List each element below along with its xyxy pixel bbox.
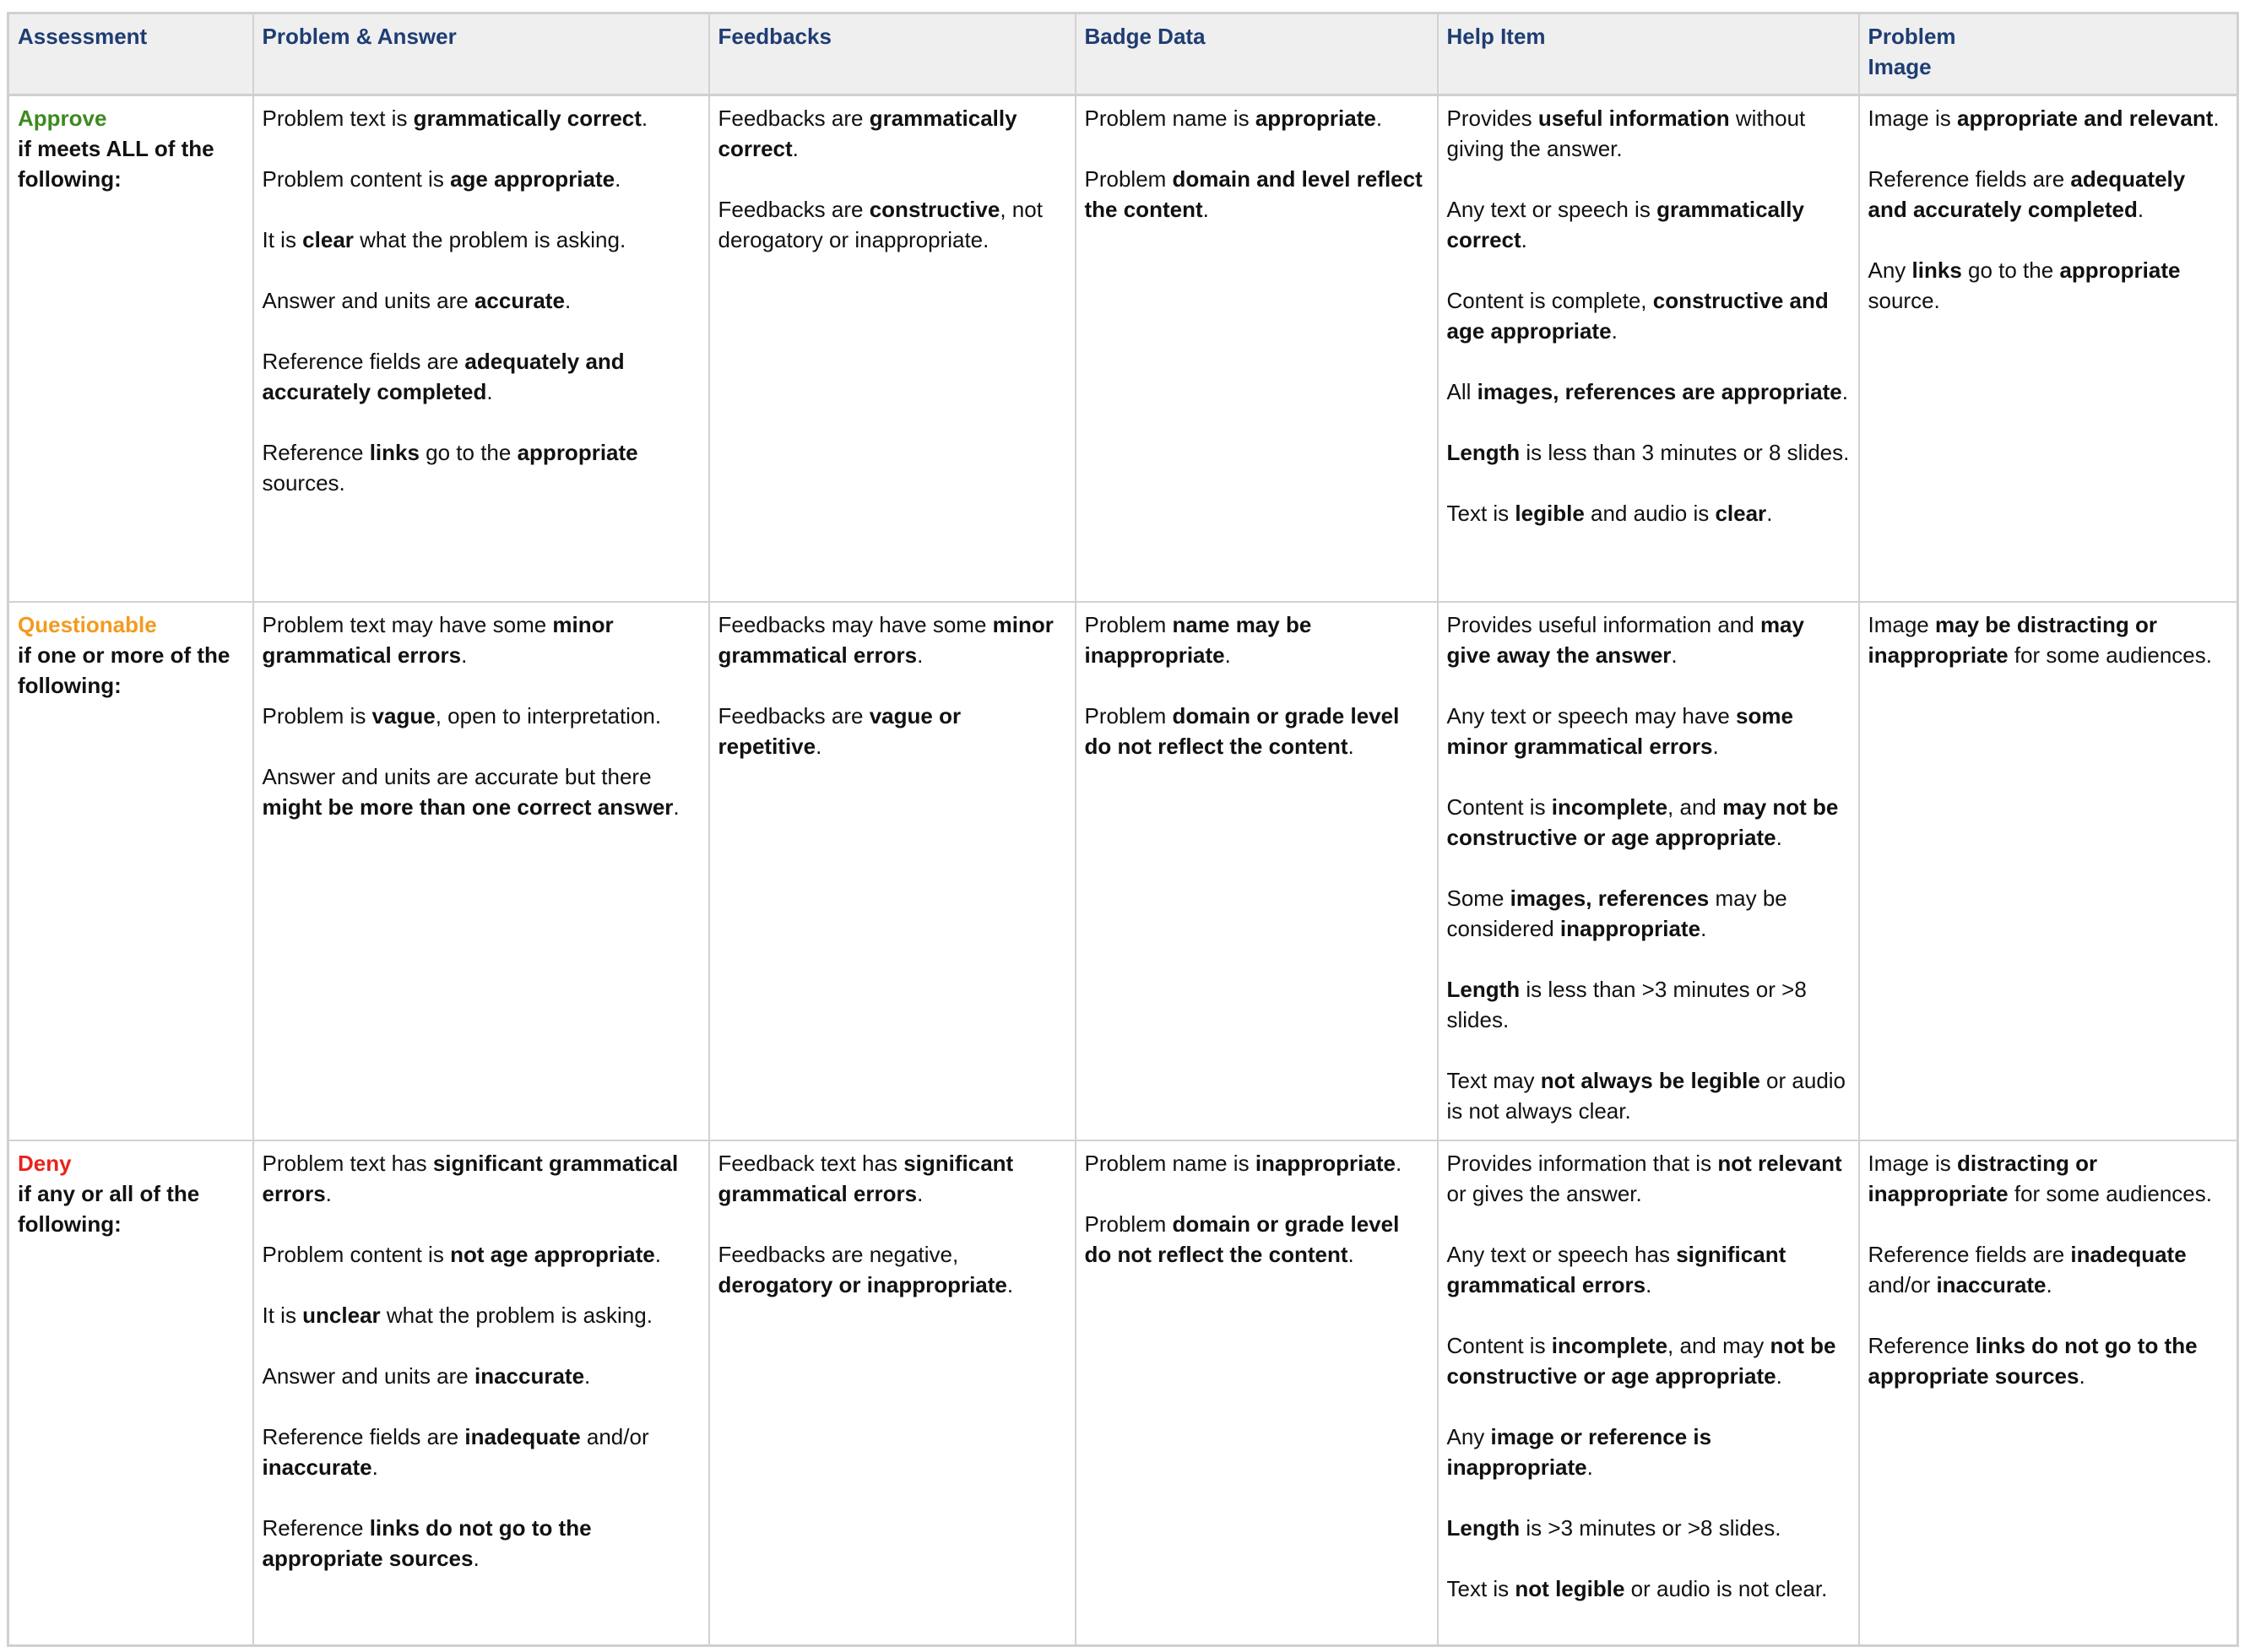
criterion-text: Problem is <box>262 703 372 729</box>
header-badge-data <box>1076 14 1438 95</box>
criterion-emphasis: derogatory or inappropriate <box>718 1272 1007 1297</box>
criterion <box>263 285 700 316</box>
criterion-text: . <box>654 1242 661 1267</box>
level-name: Approve <box>18 106 107 131</box>
criterion-text: and/or <box>1868 1272 1937 1297</box>
criterion <box>718 701 1066 761</box>
criterion-emphasis: links <box>369 440 420 465</box>
criterion <box>1447 498 1850 528</box>
cell-help-item <box>1438 602 1859 1140</box>
table-body <box>8 95 2238 1646</box>
criterion-text: or audio is not always clear. <box>1446 1068 1846 1124</box>
criterion-emphasis: minor grammatical errors <box>718 612 1054 668</box>
criterion-text: Text may <box>1446 1068 1541 1093</box>
criterion-text: . <box>1347 734 1354 759</box>
criterion-emphasis: significant grammatical errors <box>1446 1242 1786 1297</box>
criterion <box>1868 1239 2229 1300</box>
cell-problem-image <box>1859 95 2238 603</box>
criterion-text: Reference fields are <box>262 349 465 374</box>
cell-problem-answer <box>253 602 709 1140</box>
criterion <box>1447 103 1850 164</box>
criterion-text: sources. <box>262 470 345 496</box>
criterion-emphasis: appropriate <box>1255 106 1376 131</box>
criterion-emphasis: domain or grade level do not reflect the content <box>1084 703 1400 759</box>
criterion-emphasis: images, references <box>1510 886 1710 911</box>
criterion-emphasis: appropriate <box>2059 257 2181 283</box>
criterion-emphasis: may give away the answer <box>1446 612 1804 668</box>
criterion-text: what the problem is asking. <box>353 227 626 252</box>
criterion <box>1447 285 1850 346</box>
criterion <box>1868 103 2229 133</box>
criterion-emphasis: grammatically correct <box>413 106 642 131</box>
criterion-emphasis: constructive <box>869 197 1000 222</box>
criterion-text: . <box>1841 379 1848 404</box>
table-row-questionable <box>8 602 2238 1140</box>
criterion-emphasis: significant grammatical errors <box>262 1151 679 1206</box>
criterion-emphasis: not be constructive or age appropriate <box>1446 1333 1836 1389</box>
level-name: Questionable <box>18 612 157 637</box>
criterion-emphasis: not always be legible <box>1540 1068 1760 1093</box>
criterion-text: Text is <box>1446 501 1515 526</box>
criterion-emphasis: vague <box>371 703 436 729</box>
criterion-text: Provides useful information and <box>1446 612 1760 637</box>
level-condition: if any or all of the following: <box>18 1181 200 1237</box>
cell-badge-data <box>1076 1140 1438 1646</box>
criterion-text: . <box>1395 1151 1402 1176</box>
criterion-text: Reference <box>262 1515 370 1541</box>
criterion <box>1447 1422 1850 1482</box>
criterion-emphasis: inaccurate <box>1936 1272 2047 1297</box>
criterion <box>1447 1573 1850 1604</box>
criterion-text: Feedbacks are negative, <box>718 1242 959 1267</box>
criterion-emphasis: clear <box>302 227 354 252</box>
criterion-text: . <box>641 106 648 131</box>
criterion-text: Problem text may have some <box>262 612 553 637</box>
criterion-text: Reference <box>262 440 370 465</box>
criterion <box>1085 609 1429 670</box>
level-condition: if one or more of the following: <box>18 642 230 698</box>
cell-problem-answer <box>253 1140 709 1646</box>
criterion <box>1447 1065 1850 1126</box>
criterion-emphasis: images, references are appropriate <box>1477 379 1842 404</box>
criterion <box>1447 792 1850 853</box>
criterion-emphasis: may be distracting or inappropriate <box>1868 612 2157 668</box>
criterion-text: Problem name is <box>1084 1151 1255 1176</box>
criterion-text: . <box>473 1546 480 1571</box>
criterion-emphasis: Length <box>1446 440 1521 465</box>
header-label: Problem & Answer <box>262 24 457 49</box>
criterion-text: . <box>1712 734 1719 759</box>
criterion-emphasis: inadequate <box>2070 1242 2187 1267</box>
criterion-text: , and may <box>1667 1333 1770 1358</box>
criterion-text: , open to interpretation. <box>435 703 662 729</box>
criterion-text: . <box>673 794 680 820</box>
criterion-emphasis: minor grammatical errors <box>262 612 614 668</box>
criterion-text: Any text or speech has <box>1446 1242 1677 1267</box>
criterion-text: Any <box>1446 1424 1491 1449</box>
criterion-text: . <box>1006 1272 1014 1297</box>
criterion-emphasis: may not be constructive or age appropriate <box>1446 794 1839 850</box>
criterion <box>1868 609 2229 670</box>
criterion-emphasis: might be more than one correct answer <box>262 794 674 820</box>
criterion <box>1868 1330 2229 1391</box>
cell-feedbacks <box>709 602 1076 1140</box>
criterion-emphasis: significant grammatical errors <box>718 1151 1014 1206</box>
header-label: Problem <box>1868 24 1956 49</box>
criterion-emphasis: incomplete <box>1551 794 1668 820</box>
criterion-text: Content is complete, <box>1446 288 1653 313</box>
header-label: Badge Data <box>1084 24 1206 49</box>
criterion-text: and audio is <box>1584 501 1716 526</box>
criterion-text: . <box>1671 642 1678 668</box>
header-assessment <box>8 14 253 95</box>
criterion-emphasis: distracting or inappropriate <box>1868 1151 2098 1206</box>
criterion <box>1447 194 1850 255</box>
criterion-text: Feedback text has <box>718 1151 904 1176</box>
criterion-emphasis: legible <box>1515 501 1585 526</box>
criterion <box>263 1361 700 1391</box>
criterion-text: . <box>1347 1242 1354 1267</box>
criterion <box>1085 701 1429 761</box>
criterion-text: go to the <box>1961 257 2060 283</box>
criterion <box>263 225 700 255</box>
criterion <box>1447 1148 1850 1209</box>
criterion-text: Image is <box>1868 106 1957 131</box>
criterion-emphasis: not legible <box>1515 1576 1625 1601</box>
criterion-text: . <box>1766 501 1773 526</box>
criterion <box>1447 1330 1850 1391</box>
criterion-emphasis: some minor grammatical errors <box>1446 703 1793 759</box>
criterion-text: for some audiences. <box>2008 1181 2212 1206</box>
criterion-emphasis: appropriate and relevant <box>1957 106 2214 131</box>
criterion-text: is less than 3 minutes or 8 slides. <box>1520 440 1850 465</box>
level-name: Deny <box>18 1151 72 1176</box>
criterion-text: Feedbacks are <box>718 106 870 131</box>
header-label: Assessment <box>18 24 148 49</box>
criterion-text: go to the <box>419 440 518 465</box>
assessment-cell <box>8 95 253 603</box>
criterion-emphasis: not age appropriate <box>450 1242 655 1267</box>
criterion <box>263 1300 700 1330</box>
criterion-emphasis: vague or repetitive <box>718 703 962 759</box>
criterion-text: . <box>486 379 493 404</box>
criterion <box>263 164 700 194</box>
criterion <box>263 1148 700 1209</box>
table-header <box>8 14 2238 95</box>
criterion-text: Some <box>1446 886 1510 911</box>
criterion-emphasis: adequately and accurately completed <box>1868 166 2186 222</box>
criterion-text: and/or <box>580 1424 649 1449</box>
criterion <box>1085 164 1429 225</box>
criterion-text: Problem <box>1084 612 1173 637</box>
criterion <box>1085 1148 1429 1178</box>
criterion <box>1868 1148 2229 1209</box>
header-label: Image <box>1868 54 1932 79</box>
criterion-text: Provides information that is <box>1446 1151 1718 1176</box>
criterion-text: . <box>917 642 924 668</box>
criterion-emphasis: clear <box>1715 501 1767 526</box>
criterion-text: . <box>1202 197 1209 222</box>
criterion-text: Problem <box>1084 166 1173 192</box>
criterion-text: Image is <box>1868 1151 1957 1176</box>
criterion-text: what the problem is asking. <box>380 1303 653 1328</box>
criterion-text: source. <box>1868 288 1940 313</box>
table-row-approve <box>8 95 2238 603</box>
criterion-emphasis: grammatically correct <box>1446 197 1804 252</box>
criterion-emphasis: domain or grade level do not reflect the content <box>1084 1211 1400 1267</box>
criterion-text: Feedbacks are <box>718 197 870 222</box>
criterion-text: Feedbacks are <box>718 703 870 729</box>
criterion <box>263 103 700 133</box>
criterion-text: . <box>2079 1363 2085 1389</box>
criterion-text: Problem <box>1084 703 1173 729</box>
criterion <box>263 701 700 731</box>
criterion-text: , not derogatory or inappropriate. <box>718 197 1043 252</box>
cell-problem-image <box>1859 1140 2238 1646</box>
header-problem-image <box>1859 14 2238 95</box>
cell-feedbacks <box>709 95 1076 603</box>
level-condition: if meets ALL of the following: <box>18 136 214 192</box>
criterion-text: . <box>1375 106 1383 131</box>
cell-feedbacks <box>709 1140 1076 1646</box>
assessment-cell <box>8 602 253 1140</box>
criterion-text: All <box>1446 379 1477 404</box>
criterion <box>1085 1209 1429 1270</box>
criterion-text: . <box>792 136 799 161</box>
criterion-text: Feedbacks may have some <box>718 612 993 637</box>
criterion-emphasis: inappropriate <box>1255 1151 1396 1176</box>
header-feedbacks <box>709 14 1076 95</box>
criterion <box>1447 437 1850 468</box>
criterion-emphasis: Length <box>1446 977 1521 1002</box>
criterion-text: Problem <box>1084 1211 1173 1237</box>
criterion-text: without giving the answer. <box>1446 106 1806 161</box>
criterion-text: . <box>325 1181 332 1206</box>
criterion-emphasis: links <box>1911 257 1962 283</box>
criterion-emphasis: links do not go to the appropriate sources <box>262 1515 592 1571</box>
criterion-text: . <box>461 642 468 668</box>
criterion-text: . <box>371 1454 378 1480</box>
criterion-emphasis: age appropriate <box>450 166 615 192</box>
criterion <box>1447 1513 1850 1543</box>
criterion-emphasis: not relevant <box>1717 1151 1842 1176</box>
criterion <box>263 609 700 670</box>
criterion-text: . <box>584 1363 591 1389</box>
header-problem-answer <box>253 14 709 95</box>
header-row <box>8 14 2238 95</box>
criterion-text: . <box>2213 106 2220 131</box>
criterion-text: or gives the answer. <box>1446 1181 1642 1206</box>
criterion-emphasis: inadequate <box>464 1424 581 1449</box>
criterion <box>263 437 700 498</box>
criterion-text: It is <box>262 227 303 252</box>
cell-help-item <box>1438 95 1859 603</box>
criterion-text: Any text or speech may have <box>1446 703 1737 729</box>
criterion-text: Problem content is <box>262 166 451 192</box>
criterion <box>1868 164 2229 225</box>
criterion-text: . <box>917 1181 924 1206</box>
criterion <box>263 1513 700 1573</box>
cell-badge-data <box>1076 602 1438 1140</box>
criterion-emphasis: inaccurate <box>262 1454 372 1480</box>
criterion <box>1447 883 1850 944</box>
criterion-emphasis: inappropriate <box>1559 916 1701 941</box>
criterion-emphasis: incomplete <box>1551 1333 1668 1358</box>
criterion <box>263 346 700 407</box>
criterion-text: Provides <box>1446 106 1538 131</box>
criterion <box>1447 609 1850 670</box>
criterion <box>718 1148 1066 1209</box>
criterion-text: Any text or speech is <box>1446 197 1657 222</box>
assessment-rubric-table <box>7 12 2239 1647</box>
criterion <box>1447 1239 1850 1300</box>
criterion-emphasis: useful information <box>1537 106 1730 131</box>
criterion <box>1447 701 1850 761</box>
criterion-text: . <box>564 288 572 313</box>
criterion-emphasis: adequately and accurately completed <box>262 349 625 404</box>
criterion-text: . <box>1776 825 1782 850</box>
criterion-text: , and <box>1667 794 1723 820</box>
criterion-text: Answer and units are <box>262 288 474 313</box>
criterion <box>718 103 1066 164</box>
criterion <box>718 609 1066 670</box>
criterion-emphasis: Length <box>1446 1515 1521 1541</box>
criterion-text: . <box>2137 197 2144 222</box>
criterion <box>1868 255 2229 316</box>
header-label: Feedbacks <box>718 24 832 49</box>
criterion-text: Answer and units are <box>262 1363 474 1389</box>
criterion-text: . <box>816 734 822 759</box>
criterion-emphasis: name may be inappropriate <box>1084 612 1312 668</box>
criterion-emphasis: appropriate <box>517 440 638 465</box>
criterion-text: . <box>615 166 621 192</box>
criterion <box>1447 376 1850 407</box>
criterion-text: . <box>1611 318 1618 344</box>
criterion-text: It is <box>262 1303 303 1328</box>
criterion-text: . <box>1645 1272 1652 1297</box>
criterion-emphasis: inaccurate <box>474 1363 585 1389</box>
criterion <box>1447 974 1850 1035</box>
header-label: Help Item <box>1446 24 1546 49</box>
cell-problem-image <box>1859 602 2238 1140</box>
criterion-text: Reference fields are <box>1868 166 2071 192</box>
criterion-emphasis: links do not go to the appropriate sources <box>1868 1333 2198 1389</box>
criterion-text: Problem text is <box>262 106 414 131</box>
criterion-emphasis: grammatically correct <box>718 106 1017 161</box>
assessment-cell <box>8 1140 253 1646</box>
criterion-text: . <box>2046 1272 2052 1297</box>
criterion-emphasis: domain and level reflect the content <box>1084 166 1423 222</box>
header-help-item <box>1438 14 1859 95</box>
criterion-text: Any <box>1868 257 1912 283</box>
criterion-text: Text is <box>1446 1576 1515 1601</box>
criterion <box>718 1239 1066 1300</box>
criterion-text: Reference fields are <box>1868 1242 2071 1267</box>
criterion-text: . <box>1224 642 1231 668</box>
criterion <box>718 194 1066 255</box>
criterion <box>263 1239 700 1270</box>
table-row-deny <box>8 1140 2238 1646</box>
criterion-text: Problem name is <box>1084 106 1255 131</box>
criterion-text: Content is <box>1446 1333 1552 1358</box>
criterion-text: Problem text has <box>262 1151 433 1176</box>
criterion-text: . <box>1521 227 1527 252</box>
criterion-text: . <box>1700 916 1707 941</box>
criterion-text: Reference fields are <box>262 1424 465 1449</box>
criterion-text: . <box>1586 1454 1593 1480</box>
criterion-text: may be considered <box>1446 886 1787 941</box>
criterion-text: for some audiences. <box>2008 642 2212 668</box>
criterion-text: or audio is not clear. <box>1624 1576 1828 1601</box>
criterion-emphasis: accurate <box>474 288 565 313</box>
criterion-emphasis: image or reference is inappropriate <box>1446 1424 1712 1480</box>
criterion-text: Content is <box>1446 794 1552 820</box>
criterion-text: Problem content is <box>262 1242 451 1267</box>
cell-help-item <box>1438 1140 1859 1646</box>
criterion-text: Image <box>1868 612 1935 637</box>
criterion <box>263 761 700 822</box>
criterion-text: is less than >3 minutes or >8 slides. <box>1446 977 1807 1032</box>
criterion-text: Reference <box>1868 1333 1976 1358</box>
criterion-emphasis: unclear <box>302 1303 381 1328</box>
cell-badge-data <box>1076 95 1438 603</box>
criterion <box>263 1422 700 1482</box>
criterion <box>1085 103 1429 133</box>
criterion-text: is >3 minutes or >8 slides. <box>1520 1515 1781 1541</box>
criterion-emphasis: constructive and age appropriate <box>1446 288 1829 344</box>
cell-problem-answer <box>253 95 709 603</box>
criterion-text: Answer and units are accurate but there <box>262 764 652 789</box>
criterion-text: . <box>1776 1363 1782 1389</box>
